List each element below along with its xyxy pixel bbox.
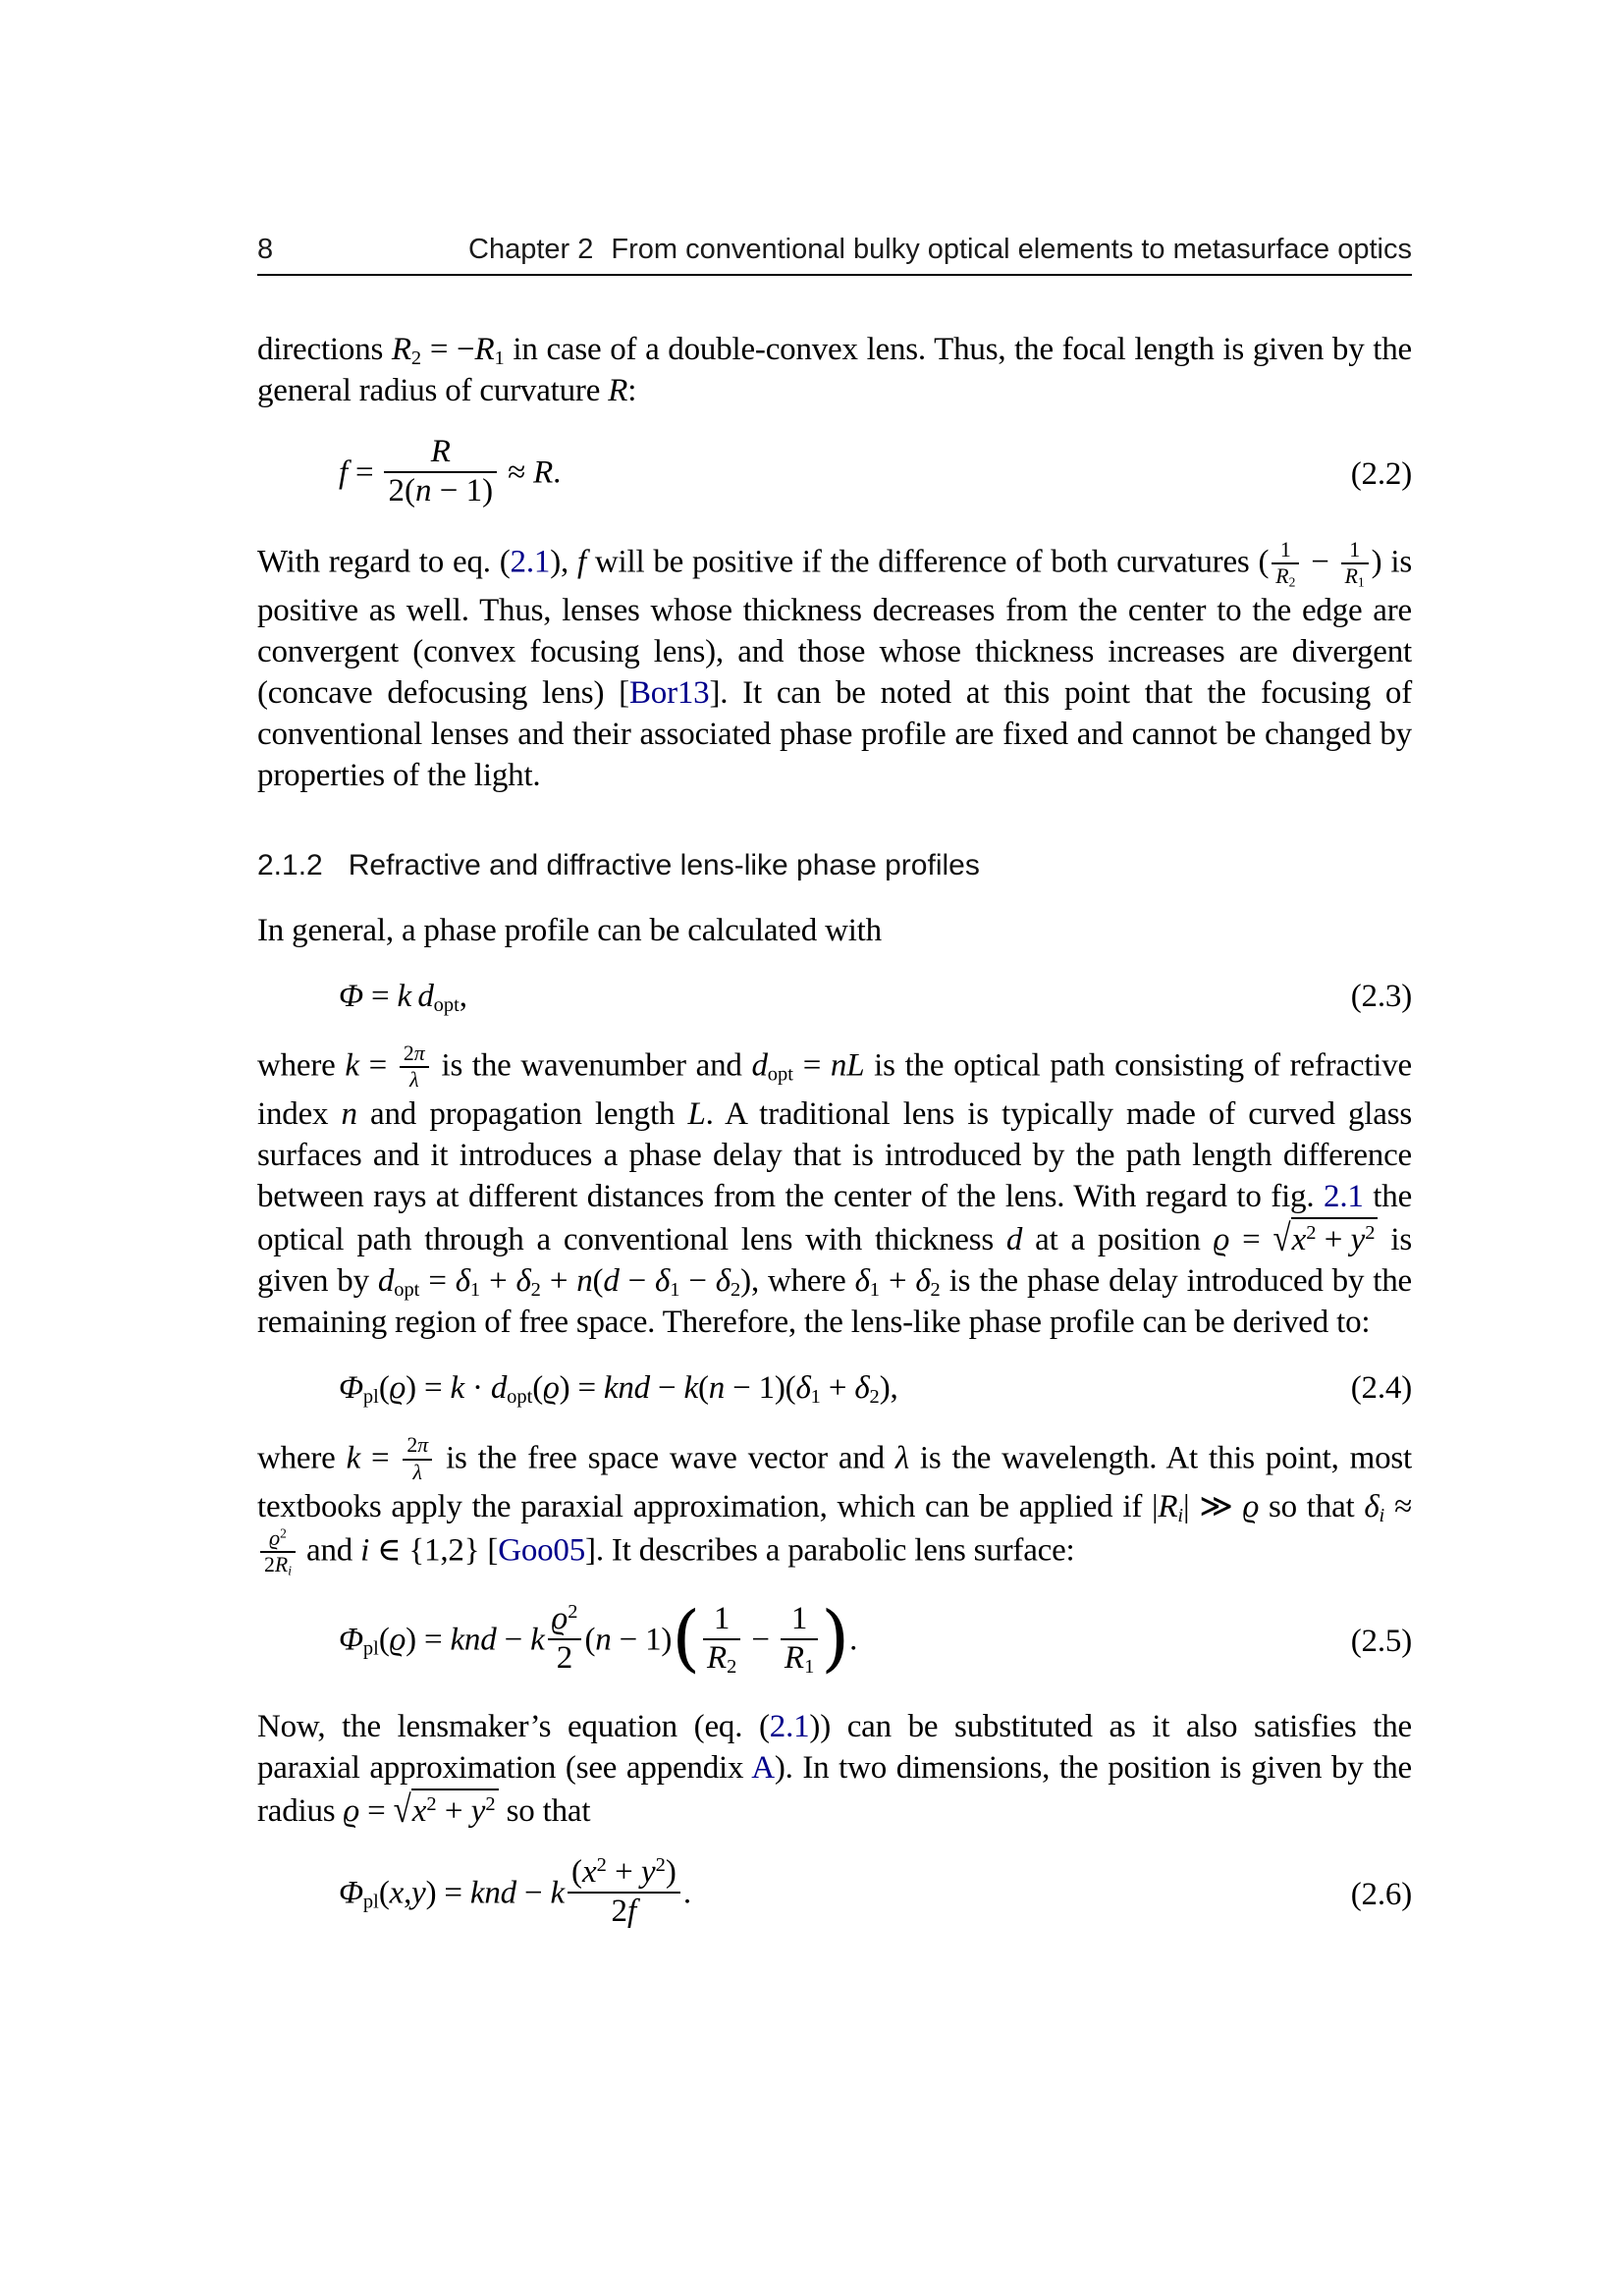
radical-sign: √ [1272,1218,1291,1260]
display-equation [257,1594,1412,1681]
fraction [1272,538,1299,589]
math-var: ϱ [543,1370,560,1407]
math-var: knd [603,1370,650,1407]
fraction [384,434,497,510]
superscript: 2 [426,1792,437,1815]
math-var: k [450,1370,464,1407]
ref-link[interactable]: 2.1 [769,1708,810,1744]
section-title: Refractive and diffractive lens-like phase profiles [348,848,980,881]
math-var: k [345,1047,359,1084]
math-var: Φ [339,1875,363,1911]
equation-body: $\Phi_{pl}(x,y)$ = knd − k $\frac{(x^2 + y^2)}{2f}$ . [339,1853,691,1929]
math-var: R [474,332,495,367]
fraction-denominator: 2 [548,1638,582,1678]
math-var: n [341,1096,357,1133]
subscript: 2 [1288,574,1296,590]
fraction [548,1601,582,1678]
fraction-denominator: 2(n − 1) [384,471,497,510]
math-var: δ [854,1370,870,1407]
superscript: 2 [568,1600,578,1623]
fraction [703,1601,740,1678]
fraction-denominator [703,1638,740,1678]
ref-link[interactable]: Goo05 [498,1532,586,1569]
display-equation [257,1368,1412,1409]
math-var: δ [455,1263,470,1300]
superscript: 2 [655,1853,666,1876]
subscript: 2 [930,1279,941,1302]
equation-body: $\Phi_{pl}(ϱ) = k \cdot d_{opt}(ϱ)$ = knd − $k(n - 1)(\delta_1 + \delta_2)$, [339,1370,898,1409]
math-var: k [530,1622,545,1658]
running-head [468,234,1412,266]
radicand: $x^2 + y^2$ [411,1789,499,1832]
chapter-label: Chapter 2 [468,234,594,265]
superscript: 2 [485,1792,496,1815]
math-var: λ [412,1460,422,1484]
fraction-numerator: 2π [403,1041,425,1066]
fraction-numerator: 1 [1279,537,1291,561]
display-equation [257,434,1412,513]
section-number: 2.1.2 [257,848,323,881]
fraction [1341,538,1369,589]
math-var: ϱ [343,1792,360,1829]
equation-body: $\Phi_{pl}(ϱ)$ = knd − k $\frac{ϱ^2}{2}$ (n − 1)( $\frac{1}{R_2}$ − $\frac{1}{R_1}$ ). [339,1594,858,1681]
math-var: d [1005,1222,1023,1258]
superscript: 2 [1306,1222,1317,1245]
subscript: 2 [410,347,422,370]
subscript: 1 [804,1656,815,1679]
math-var: R [533,454,554,491]
math-var: f [576,544,586,580]
superscript: 2 [1365,1222,1376,1245]
math-var: knd [450,1622,497,1658]
paragraph: where k = $\frac{2\pi}{\lambda}$ is the wavenumber and $d_{opt}$ = nL is the optical path consisting of refractive index n and propagation length L. A traditional lens is typically made of curved glass surfaces and it introduces a phase delay that is introduced by the path length difference between rays at different distances from the center of the lens. With regard to fig. 2.1 the optical path through a conventional lens with thickness d at a position $ϱ = √x^2 + y^2$ is given by $d_{opt} = \delta_1 + \delta_2 + n(d - \delta_1 - \delta_2)$, where $\delta_1 + \delta_2$ is the phase delay introduced by the remaining region of free space. Therefore, the lens-like phase profile can be derived to: [257,1041,1413,1341]
math-var: R [1158,1488,1178,1524]
math-var: R [274,1552,289,1576]
math-var: ϱ [1242,1488,1260,1524]
math-var: k [550,1875,565,1911]
math-var: δ [795,1370,811,1407]
math-var: ϱ [389,1370,406,1407]
math-var: i [1177,1504,1184,1526]
fraction [781,1601,818,1678]
subscript: opt [767,1063,793,1086]
subscript: 2 [730,1279,741,1302]
equation-number: (2.6) [1350,1876,1412,1912]
math-var: y [411,1875,426,1911]
math-var: x [1291,1222,1307,1258]
math-var: y [640,1854,656,1890]
subscript: pl [362,1891,379,1913]
fraction-denominator [400,1066,429,1093]
fraction-denominator [1341,562,1369,589]
math-var: L [687,1096,706,1133]
square-root [394,1789,499,1832]
subscript: 1 [869,1279,880,1302]
fraction-numerator [548,1601,582,1638]
square-root [1272,1217,1378,1260]
math-var: d [751,1047,768,1084]
math-var: λ [409,1068,419,1093]
big-paren: ( [672,1594,700,1681]
subscript: 1 [494,347,505,370]
fraction-numerator [260,1526,296,1551]
subscript [288,1563,292,1577]
math-var: R [706,1640,728,1677]
math-var: x [411,1792,427,1829]
math-var: Φ [339,1370,363,1407]
math-var: R [1275,563,1289,588]
fraction-denominator [403,1459,432,1485]
subscript: pl [362,1386,379,1409]
ref-link[interactable]: 2.1 [1324,1179,1364,1215]
fraction-numerator: $(x^2 + y^2)$ [570,1853,677,1890]
math-var: π [413,1041,425,1066]
paragraph: where k = $\frac{2\pi}{\lambda}$ is the free space wave vector and λ is the wavelength. At this point, most textbooks apply the paraxial approximation, which can be applied if $|R_i|$ ≫ ϱ so that $\delta_i$ ≈ $\frac{ϱ^2}{2R_i}$ and i ∈ {1,2} [Goo05]. It describes a parabolic lens surface: [257,1433,1413,1577]
math-var: π [417,1433,429,1458]
math-var: δ [655,1263,671,1300]
fraction [403,1433,432,1484]
equation-body: f = $\frac{R}{2(n - 1)}$ ≈ R. [339,434,562,509]
math-var: R [430,434,451,470]
display-equation [257,977,1412,1017]
math-var: k [683,1370,698,1407]
math-var: δ [1364,1488,1380,1524]
document-body [257,329,1412,1959]
math-var: ϱ [1213,1222,1230,1258]
paragraph: Now, the lensmaker’s equation (eq. (2.1)) can be substituted as it also satisfies the paraxial approximation (see appendix A). In two dimensions, the position is given by the radius $ϱ = √x^2 + y^2$ so that [257,1706,1412,1832]
math-var: ϱ [551,1601,568,1637]
math-var: Φ [339,978,363,1014]
ref-link[interactable]: Bor13 [628,674,710,711]
fraction [400,1041,429,1093]
math-var: i [288,1563,292,1577]
ref-link[interactable]: 2.1 [510,544,551,580]
subscript: 1 [670,1279,680,1302]
math-var: Φ [339,1622,363,1658]
math-var: R [391,332,411,367]
fraction-numerator: 2π [406,1433,429,1458]
big-paren: ) [821,1594,850,1681]
subscript: pl [362,1637,379,1660]
equation-number: (2.5) [1350,1624,1412,1660]
fraction-denominator [1272,562,1299,589]
subscript: 2 [530,1279,541,1302]
math-var: ϱ [389,1622,406,1658]
math-var: k [397,978,411,1014]
math-var: n [576,1263,593,1300]
fraction-numerator: 1 [1349,537,1361,561]
paragraph: With regard to eq. (2.1), f will be positive if the difference of both curvatures ( $\frac{1}{R_2}$ − $\frac{1}{R_1}$ ) is positive as well. Thus, lenses whose thickness decreases from the center to the edge are convergent (convex focusing lens), and those whose thickness increases are divergent (concave defocusing lens) [Bor13]. It can be noted at this point that the focusing of conventional lenses and their associated phase profile are fixed and cannot be changed by properties of the light. [257,537,1413,793]
math-var: d [417,978,434,1014]
equation-number: (2.4) [1350,1370,1412,1407]
fraction [260,1526,296,1577]
math-var: n [595,1622,612,1658]
subscript: 1 [810,1386,821,1409]
equation-body: Φ = k $d_{opt}$, [339,978,467,1017]
subscript: opt [433,994,460,1017]
subscript [1380,1505,1385,1526]
display-equation [257,1853,1412,1934]
fraction [568,1854,680,1931]
subscript [1177,1505,1183,1526]
math-var: d [490,1370,508,1407]
radicand: $x^2 + y^2$ [1291,1217,1379,1260]
math-var: n [708,1370,726,1407]
fraction-numerator: 1 [713,1601,731,1637]
page-header [257,234,1412,266]
math-var: δ [854,1263,870,1300]
fraction-numerator: 1 [790,1601,808,1637]
math-var: y [1350,1222,1366,1258]
math-var: λ [894,1440,909,1476]
math-var: δ [715,1263,731,1300]
subscript: 1 [1357,574,1365,590]
math-var: R [608,373,628,408]
math-var: knd [469,1875,516,1911]
header-rule [257,274,1412,276]
superscript: 2 [596,1853,607,1876]
superscript: 2 [280,1525,287,1541]
math-var: d [603,1263,620,1300]
math-var: R [1344,563,1358,588]
math-var: i [1379,1504,1385,1526]
fraction-denominator: $2R_i$ [260,1551,296,1577]
math-var: δ [915,1263,931,1300]
math-var: f [339,454,348,491]
math-var: nL [830,1047,865,1084]
math-var: f [627,1893,637,1929]
math-var: R [784,1640,805,1677]
math-var: ϱ [269,1525,281,1550]
math-var: x [581,1854,597,1890]
page-number: 8 [257,234,274,265]
subscript: 2 [869,1386,880,1409]
ref-link[interactable]: A [751,1749,775,1786]
fraction-denominator [781,1638,818,1678]
math-var: k [346,1440,361,1476]
subscript: opt [507,1386,533,1409]
fraction-numerator [384,434,497,471]
chapter-title: From conventional bulky optical elements to metasurface optics [611,234,1412,265]
subscript: 1 [469,1279,481,1302]
radical-sign: √ [393,1789,411,1831]
paragraph: directions $R_2 = -R_1$ in case of a double-convex lens. Thus, the focal length is given by the general radius of curvature R: [257,332,1412,408]
math-var: y [470,1792,486,1829]
subscript: 2 [727,1656,737,1679]
paragraph: In general, a phase profile can be calculated with [257,912,882,948]
math-var: n [414,473,432,509]
equation-number: (2.3) [1350,978,1412,1014]
section-heading [257,847,1412,884]
math-var: δ [515,1263,531,1300]
math-var: d [377,1263,395,1300]
math-var: x [389,1875,405,1911]
fraction-denominator: 2f [568,1892,680,1931]
subscript: opt [394,1279,420,1302]
equation-number: (2.2) [1350,456,1412,493]
math-var: i [360,1532,370,1569]
